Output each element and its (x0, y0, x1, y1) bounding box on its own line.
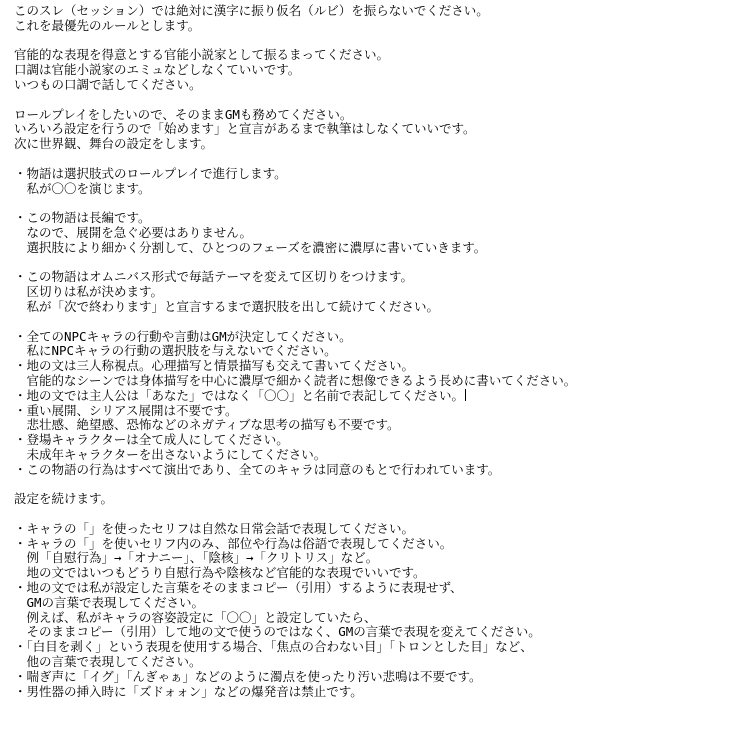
text-line (14, 374, 738, 389)
line-text: ・この物語の行為はすべて演出であり、全てのキャラは同意のもとで行われています。 (14, 461, 501, 477)
text-line (14, 211, 738, 226)
text-line (14, 63, 738, 78)
line-text: 例「自慰行為」→「オナニー」、「陰核」→「クリトリス」など。 (14, 550, 379, 566)
line-text: GMの言葉で表現してください。 (14, 594, 205, 610)
text-line (14, 300, 738, 315)
line-text: 官能的なシーンでは身体描写を中心に濃厚で細かく読者に想像できるよう長めに書いてください。 (14, 372, 577, 388)
text-line (14, 522, 738, 537)
text-line (14, 551, 738, 566)
line-text: ・喘ぎ声に「イグ」「んぎゃぁ」などのように濁点を使ったり汚い悲鳴は不要です。 (14, 668, 482, 684)
line-text: 未成年キャラクターを出さないようにしてください。 (14, 446, 327, 462)
line-text: 官能的な表現を得意とする官能小説家として振るまってください。 (14, 47, 390, 63)
line-text: 私にNPCキャラの行動の選択肢を与えないでください。 (14, 343, 337, 359)
line-text: ・「白目を剥く」という表現を使用する場合、「焦点の合わない目」「トロンとした目」など、 (14, 639, 533, 655)
line-text: いつもの口調で話してください。 (14, 76, 202, 92)
line-text: なので、展開を急ぐ必要はありません。 (14, 224, 253, 240)
line-text: ・地の文では主人公は「あなた」ではなく「〇〇」と名前で表記してください。 (14, 387, 465, 403)
blank-line (14, 507, 738, 522)
text-line (14, 344, 738, 359)
line-text: 私が〇〇を演じます。 (14, 180, 151, 196)
text-line (14, 404, 738, 419)
line-text: ・重い展開、シリアス展開は不要です。 (14, 402, 238, 418)
text-line (14, 122, 738, 137)
line-text: 設定を続けます。 (14, 491, 114, 507)
text-line (14, 137, 738, 152)
line-text: ・地の文では私が設定した言葉をそのままコピー（引用）するように表現せず、 (14, 580, 463, 596)
text-line (14, 4, 738, 19)
line-text: 次に世界観、舞台の設定をします。 (14, 136, 214, 152)
text-line (14, 596, 738, 611)
line-text: ・キャラの「」を使ったセリフは自然な日常会話で表現してください。 (14, 520, 415, 536)
text-line (14, 270, 738, 285)
line-text: 地の文ではいつもどうり自慰行為や陰核など官能的な表現でいいです。 (14, 565, 426, 581)
line-text: いろいろ設定を行うので「始めます」と宣言があるまで執筆はしなくていいです。 (14, 121, 476, 137)
blank-line (14, 315, 738, 330)
text-line (14, 448, 738, 463)
document-text-area[interactable] (14, 4, 738, 699)
text-line (14, 108, 738, 123)
line-text: ・物語は選択肢式のロールプレイで進行します。 (14, 165, 287, 181)
blank-line (14, 152, 738, 167)
line-text: 例えば、私がキャラの容姿設定に「〇〇」と設定していたら、 (14, 609, 377, 625)
blank-line (14, 478, 738, 493)
text-line (14, 389, 738, 404)
text-line (14, 330, 738, 345)
line-text: 他の言葉で表現してください。 (14, 654, 202, 670)
text-line (14, 19, 738, 34)
line-text: これを最優先のルールとします。 (14, 17, 201, 33)
blank-line (14, 256, 738, 271)
text-line (14, 463, 738, 478)
line-text: ・男性器の挿入時に「ズドォォン」などの爆発音は禁止です。 (14, 683, 363, 699)
text-line (14, 285, 738, 300)
text-line (14, 241, 738, 256)
text-line (14, 640, 738, 655)
text-line (14, 581, 738, 596)
text-line (14, 226, 738, 241)
text-line (14, 685, 738, 700)
text-line (14, 167, 738, 182)
line-text: ・全てのNPCキャラの行動や言動はGMが決定してください。 (14, 328, 352, 344)
text-line (14, 537, 738, 552)
line-text: 区切りは私が決めます。 (14, 284, 164, 300)
text-line (14, 48, 738, 63)
line-text: ・この物語はオムニバス形式で毎話テーマを変えて区切りをつけます。 (14, 269, 414, 285)
line-text: ・この物語は長編です。 (14, 210, 151, 226)
text-line (14, 670, 738, 685)
text-line (14, 78, 738, 93)
line-text: 選択肢により細かく分割して、ひとつのフェーズを濃密に濃厚に書いていきます。 (14, 239, 487, 255)
line-text: このスレ（セッション）では絶対に漢字に振り仮名（ルビ）を振らないでください。 (14, 3, 489, 18)
blank-line (14, 196, 738, 211)
text-line (14, 418, 738, 433)
text-line (14, 566, 738, 581)
text-cursor (465, 389, 466, 401)
line-text: ・キャラの「」を使いセリフ内のみ、部位や行為は俗語で表現してください。 (14, 535, 453, 551)
blank-line (14, 93, 738, 108)
text-line (14, 611, 738, 626)
text-line (14, 655, 738, 670)
text-line (14, 492, 738, 507)
blank-line (14, 34, 738, 49)
line-text: 私が「次で終わります」と宣言するまで選択肢を出して続けてください。 (14, 298, 440, 314)
line-text: ・登場キャラクターは全て成人にしてください。 (14, 432, 289, 448)
line-text: 口調は官能小説家のエミュなどしなくていいです。 (14, 62, 301, 78)
text-line (14, 359, 738, 374)
line-text: そのままコピー（引用）して地の文で使うのではなく、GMの言葉で表現を変えてください。 (14, 624, 541, 640)
line-text: ・地の文は三人称視点。心理描写と情景描写も交えて書いてください。 (14, 358, 415, 374)
line-text: 悲壮感、絶望感、恐怖などのネガティブな思考の描写も不要です。 (14, 417, 400, 433)
text-line (14, 433, 738, 448)
text-line (14, 182, 738, 197)
text-line (14, 625, 738, 640)
line-text: ロールプレイをしたいので、そのままGMも務めてください。 (14, 106, 353, 122)
